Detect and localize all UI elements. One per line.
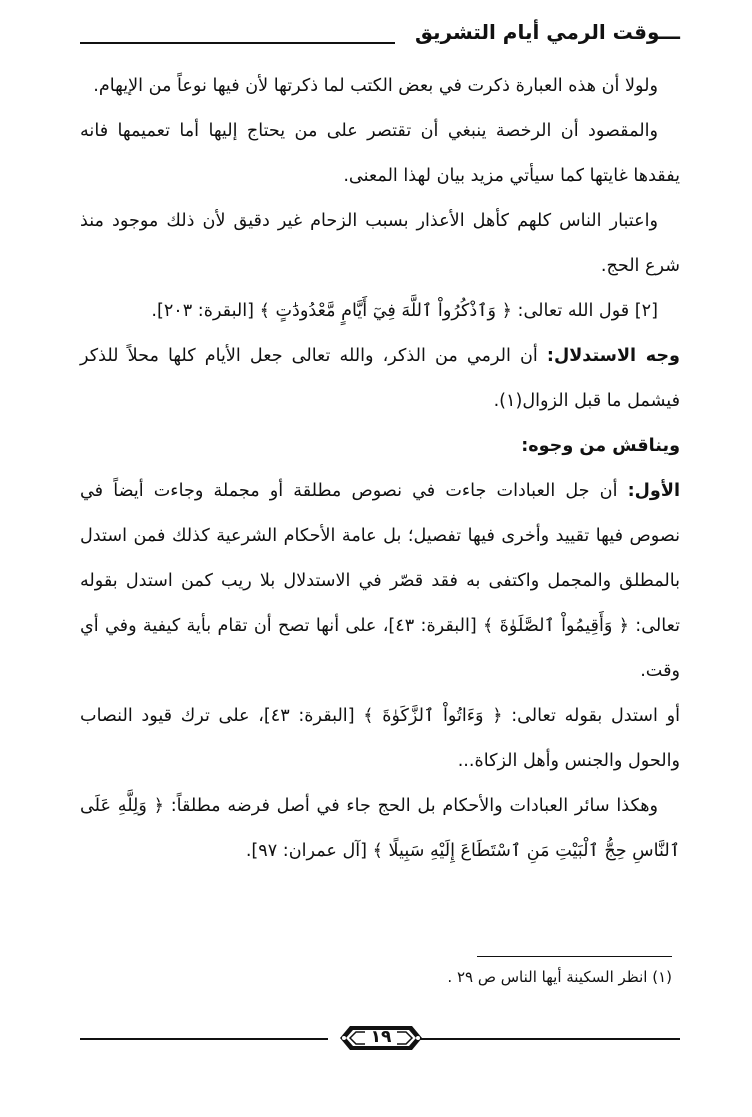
header-title: ـــوقت الرمي أيام التشريق (414, 20, 680, 44)
footer-rule-left (80, 1038, 328, 1040)
running-header (80, 20, 680, 56)
paragraph-text: أن الرمي من الذكر، والله تعالى جعل الأيام كلها محلاً للذكر فيشمل ما قبل الزوال(١). (80, 346, 680, 411)
page-number-badge (336, 1020, 426, 1056)
footer-rule-right (400, 1038, 680, 1040)
page-number: ١٩ (370, 1027, 392, 1047)
header-rule (80, 42, 395, 44)
paragraph-3 (80, 199, 680, 289)
paragraph-5 (80, 334, 680, 424)
paragraph-text: أو استدل بقوله تعالى: ﴿ وَءَاتُواْ ٱلزَّكَوٰةَ ﴾ [البقرة: ٤٣]، على ترك قيود النصاب والحول والجنس وأهل الزكاة... (80, 706, 680, 771)
paragraph-6 (80, 424, 680, 469)
paragraph-4 (80, 289, 680, 334)
paragraph-lead: وجه الاستدلال: (546, 346, 680, 366)
paragraph-9 (80, 784, 680, 874)
paragraph-2 (80, 109, 680, 199)
body-text (80, 64, 680, 874)
paragraph-text: واعتبار الناس كلهم كأهل الأعذار بسبب الزحام غير دقيق لأن ذلك موجود منذ شرع الحج. (80, 211, 680, 276)
footnote-separator (477, 956, 672, 957)
page-footer (80, 1016, 680, 1056)
paragraph-lead: ويناقش من وجوه: (521, 436, 680, 456)
paragraph-text: والمقصود أن الرخصة ينبغي أن تقتصر على من يحتاج إليها أما تعميمها فانه يفقدها غايتها كما سيأتي مزيد بيان لهذا المعنى. (80, 121, 680, 186)
paragraph-text: [٢] قول الله تعالى: ﴿ وَٱذْكُرُواْ ٱللَّهَ فِيٓ أَيَّامٍ مَّعْدُودَٰتٍ ﴾ [البقرة: ٢٠٣]. (151, 301, 658, 321)
paragraph-text: أن جل العبادات جاءت في نصوص مطلقة أو مجملة وجاءت أيضاً في نصوص فيها تقييد وأخرى فيها تفصيل؛ بل عامة الأحكام الشرعية كذلك فمن استدل بالمطلق والمجمل واكتفى به فقد قصّر في الاستدلال بلا ريب كمن استدل بقوله تعالى: ﴿ وَأَقِيمُواْ ٱلصَّلَوٰةَ ﴾ [البقرة: ٤٣]، على أنها تصح أن تقام بأية كيفية وفي أي وقت. (80, 481, 680, 681)
paragraph-7 (80, 469, 680, 694)
paragraph-8 (80, 694, 680, 784)
paragraph-text: ولولا أن هذه العبارة ذكرت في بعض الكتب لما ذكرتها لأن فيها نوعاً من الإيهام. (93, 76, 658, 96)
paragraph-text: وهكذا سائر العبادات والأحكام بل الحج جاء في أصل فرضه مطلقاً: ﴿ وَلِلَّهِ عَلَى ٱلنَّاسِ حِجُّ ٱلْبَيْتِ مَنِ ٱسْتَطَاعَ إِلَيْهِ سَبِيلًا ﴾ [آل عمران: ٩٧]. (80, 796, 680, 861)
paragraph-1 (80, 64, 680, 109)
footnote: (١) انظر السكينة أيها الناس ص ٢٩ . (447, 968, 672, 986)
paragraph-lead: الأول: (627, 481, 680, 501)
